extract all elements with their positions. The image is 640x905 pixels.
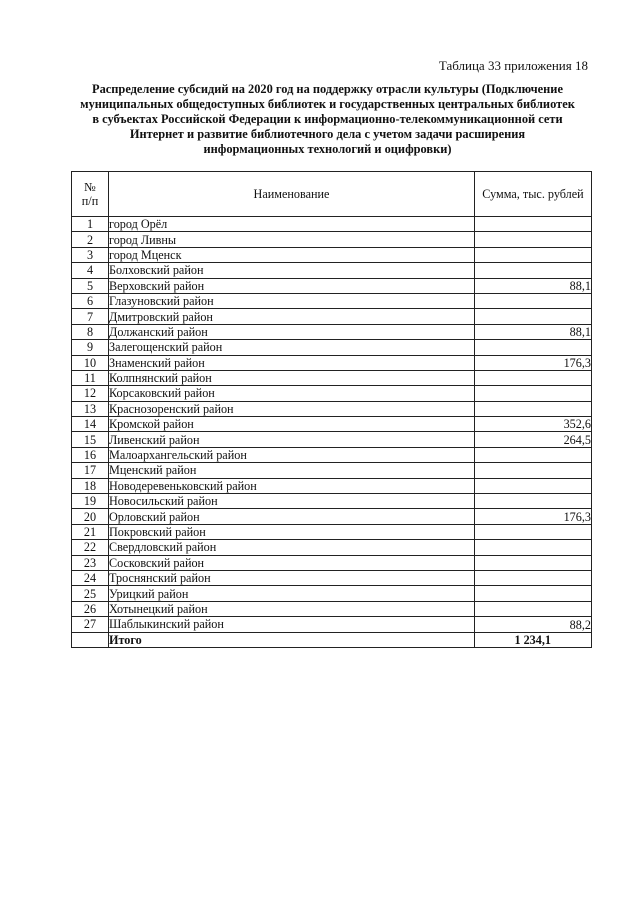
table-row xyxy=(72,432,592,447)
row-number: 9 xyxy=(72,340,109,355)
row-sum: 176,3 xyxy=(475,509,592,524)
row-sum xyxy=(475,386,592,401)
row-number: 24 xyxy=(72,570,109,585)
row-sum: 176,3 xyxy=(475,355,592,370)
row-name: Мценский район xyxy=(109,463,475,478)
row-sum xyxy=(475,601,592,616)
row-name: Болховский район xyxy=(109,263,475,278)
table-row xyxy=(72,617,592,632)
row-name: Свердловский район xyxy=(109,540,475,555)
row-number: 16 xyxy=(72,447,109,462)
table-row xyxy=(72,447,592,462)
row-sum xyxy=(475,263,592,278)
row-name: Корсаковский район xyxy=(109,386,475,401)
table-row xyxy=(72,278,592,293)
row-name: Кромской район xyxy=(109,417,475,432)
row-name: город Мценск xyxy=(109,247,475,262)
table-row xyxy=(72,586,592,601)
table-row xyxy=(72,463,592,478)
table-row xyxy=(72,217,592,232)
row-name: Новодеревеньковский район xyxy=(109,478,475,493)
row-name: Урицкий район xyxy=(109,586,475,601)
row-number: 7 xyxy=(72,309,109,324)
table-row xyxy=(72,232,592,247)
row-number: 25 xyxy=(72,586,109,601)
row-name: Колпнянский район xyxy=(109,370,475,385)
row-name: Должанский район xyxy=(109,324,475,339)
table-row xyxy=(72,540,592,555)
row-name: Дмитровский район xyxy=(109,309,475,324)
row-sum xyxy=(475,293,592,308)
row-name: Верховский район xyxy=(109,278,475,293)
row-number: 18 xyxy=(72,478,109,493)
row-number: 11 xyxy=(72,370,109,385)
row-sum xyxy=(475,370,592,385)
table-row xyxy=(72,247,592,262)
row-number: 13 xyxy=(72,401,109,416)
row-sum xyxy=(475,494,592,509)
table-row xyxy=(72,509,592,524)
row-name: Залегощенский район xyxy=(109,340,475,355)
row-number: 14 xyxy=(72,417,109,432)
total-sum: 1 234,1 xyxy=(475,632,592,647)
row-sum xyxy=(475,570,592,585)
row-sum xyxy=(475,463,592,478)
row-sum xyxy=(475,540,592,555)
row-name: Хотынецкий район xyxy=(109,601,475,616)
row-number: 26 xyxy=(72,601,109,616)
row-number: 23 xyxy=(72,555,109,570)
row-name: Краснозоренский район xyxy=(109,401,475,416)
title-line: информационных технологий и оцифровки) xyxy=(203,142,452,156)
row-number: 4 xyxy=(72,263,109,278)
row-sum: 88,1 xyxy=(475,278,592,293)
row-number: 3 xyxy=(72,247,109,262)
row-name: Малоархангельский район xyxy=(109,447,475,462)
row-name: город Орёл xyxy=(109,217,475,232)
table-row xyxy=(72,386,592,401)
row-number: 21 xyxy=(72,524,109,539)
table-header-row xyxy=(72,172,592,217)
table-row xyxy=(72,570,592,585)
row-sum xyxy=(475,217,592,232)
row-sum: 88,2 xyxy=(475,617,592,632)
row-sum xyxy=(475,340,592,355)
row-sum xyxy=(475,309,592,324)
table-row xyxy=(72,417,592,432)
row-name: Троснянский район xyxy=(109,570,475,585)
total-number-cell xyxy=(72,632,109,647)
row-number: 19 xyxy=(72,494,109,509)
table-row xyxy=(72,524,592,539)
total-label: Итого xyxy=(109,632,475,647)
row-sum: 352,6 xyxy=(475,417,592,432)
table-total-row xyxy=(72,632,592,647)
column-header-name: Наименование xyxy=(109,172,475,217)
row-name: Знаменский район xyxy=(109,355,475,370)
document-title xyxy=(60,82,595,157)
row-number: 10 xyxy=(72,355,109,370)
table-row xyxy=(72,494,592,509)
table-row xyxy=(72,601,592,616)
row-name: Ливенский район xyxy=(109,432,475,447)
table-row xyxy=(72,324,592,339)
column-header-number-abbrev: п/п xyxy=(81,194,99,208)
table-row xyxy=(72,340,592,355)
row-sum xyxy=(475,586,592,601)
table-row xyxy=(72,370,592,385)
row-sum: 88,1 xyxy=(475,324,592,339)
column-header-sum: Сумма, тыс. рублей xyxy=(475,172,592,217)
row-number: 17 xyxy=(72,463,109,478)
row-sum xyxy=(475,478,592,493)
subsidy-table xyxy=(71,171,592,648)
table-row xyxy=(72,293,592,308)
title-line: в субъектах Российской Федерации к информационно-телекоммуникационной сети xyxy=(92,112,563,126)
row-sum xyxy=(475,447,592,462)
row-number: 22 xyxy=(72,540,109,555)
row-number: 12 xyxy=(72,386,109,401)
row-number: 20 xyxy=(72,509,109,524)
row-sum: 264,5 xyxy=(475,432,592,447)
row-number: 2 xyxy=(72,232,109,247)
row-sum xyxy=(475,401,592,416)
row-sum xyxy=(475,524,592,539)
row-name: Сосковский район xyxy=(109,555,475,570)
table-reference: Таблица 33 приложения 18 xyxy=(438,58,588,73)
table-row xyxy=(72,263,592,278)
table-row xyxy=(72,355,592,370)
row-name: Новосильский район xyxy=(109,494,475,509)
row-number: 1 xyxy=(72,217,109,232)
table-row xyxy=(72,309,592,324)
row-sum xyxy=(475,555,592,570)
row-number: 6 xyxy=(72,293,109,308)
row-sum xyxy=(475,247,592,262)
row-name: Шаблыкинский район xyxy=(109,617,475,632)
row-number: 15 xyxy=(72,432,109,447)
row-number: 8 xyxy=(72,324,109,339)
title-line: Интернет и развитие библиотечного дела с учетом задачи расширения xyxy=(129,127,526,141)
row-number: 27 xyxy=(72,617,109,632)
title-line: муниципальных общедоступных библиотек и государственных центральных библиотек xyxy=(80,97,575,111)
column-header-number xyxy=(72,172,109,217)
table-row xyxy=(72,401,592,416)
row-number: 5 xyxy=(72,278,109,293)
table-row xyxy=(72,555,592,570)
row-name: Орловский район xyxy=(109,509,475,524)
row-name: город Ливны xyxy=(109,232,475,247)
row-name: Покровский район xyxy=(109,524,475,539)
row-name: Глазуновский район xyxy=(109,293,475,308)
row-sum xyxy=(475,232,592,247)
title-line: Распределение субсидий на 2020 год на поддержку отрасли культуры (Подключение xyxy=(92,82,563,96)
table-row xyxy=(72,478,592,493)
table-body xyxy=(72,217,592,633)
column-header-number-symbol: № xyxy=(84,180,96,194)
